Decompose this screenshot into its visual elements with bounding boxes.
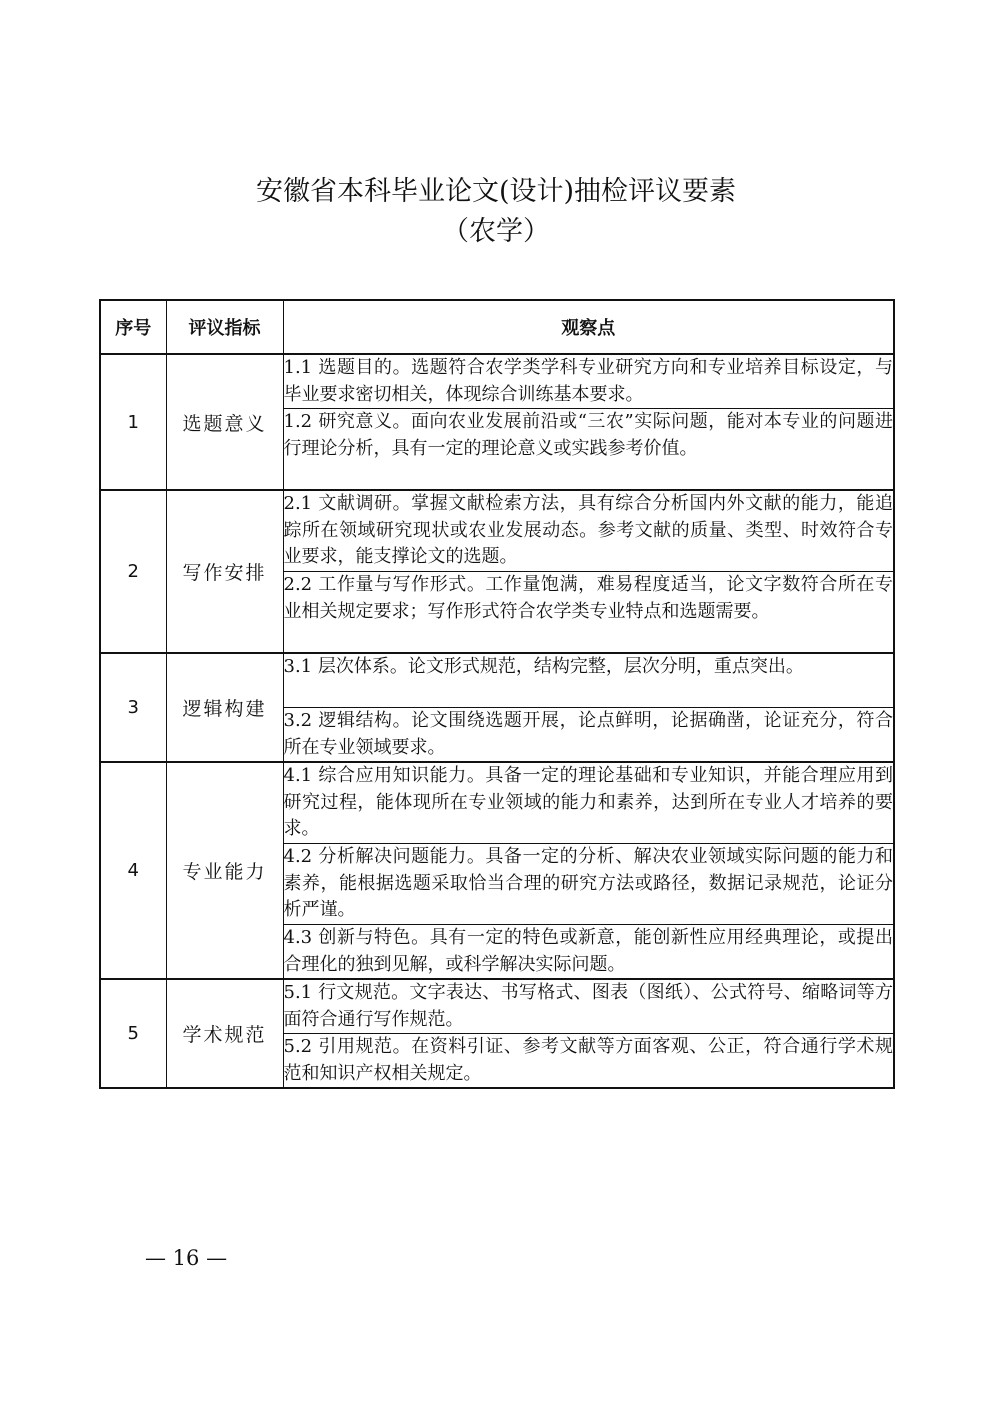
observation-point: 1.1 选题目的。选题符合农学类学科专业研究方向和专业培养目标设定，与毕业要求密切相关，体现综合训练基本要求。 — [283, 354, 894, 409]
observation-point: 4.1 综合应用知识能力。具备一定的理论基础和专业知识，并能合理应用到研究过程，能体现所在专业领域的能力和素养，达到所在专业人才培养的要求。 — [283, 762, 894, 844]
row-criterion: 写作安排 — [166, 490, 283, 653]
header-index: 序号 — [100, 300, 166, 354]
header-criterion: 评议指标 — [166, 300, 283, 354]
table-row — [100, 979, 894, 1034]
row-criterion: 选题意义 — [166, 354, 283, 490]
row-index: 4 — [100, 762, 166, 979]
row-index: 5 — [100, 979, 166, 1088]
observation-point: 3.2 逻辑结构。论文围绕选题开展，论点鲜明，论据确凿，论证充分，符合所在专业领域要求。 — [283, 708, 894, 763]
observation-point: 2.2 工作量与写作形式。工作量饱满，难易程度适当，论文字数符合所在专业相关规定要求；写作形式符合农学类专业特点和选题需要。 — [283, 572, 894, 654]
row-criterion: 专业能力 — [166, 762, 283, 979]
review-criteria-table — [99, 299, 895, 1089]
observation-point: 5.2 引用规范。在资料引证、参考文献等方面客观、公正，符合通行学术规范和知识产权相关规定。 — [283, 1034, 894, 1089]
header-observation-points: 观察点 — [283, 300, 894, 354]
document-title: 安徽省本科毕业论文(设计)抽检评议要素 — [255, 176, 737, 207]
table-row — [100, 354, 894, 409]
row-criterion: 逻辑构建 — [166, 653, 283, 762]
row-index: 3 — [100, 653, 166, 762]
table-row — [100, 653, 894, 708]
row-criterion: 学术规范 — [166, 979, 283, 1088]
row-index: 1 — [100, 354, 166, 490]
table-header-row — [100, 300, 894, 354]
observation-point: 3.1 层次体系。论文形式规范，结构完整，层次分明，重点突出。 — [283, 653, 894, 708]
observation-point: 4.2 分析解决问题能力。具备一定的分析、解决农业领域实际问题的能力和素养，能根据选题采取恰当合理的研究方法或路径，数据记录规范，论证分析严谨。 — [283, 844, 894, 925]
table-row — [100, 762, 894, 844]
observation-point: 1.2 研究意义。面向农业发展前沿或“三农”实际问题，能对本专业的问题进行理论分析，具有一定的理论意义或实践参考价值。 — [283, 409, 894, 491]
page-number: — 16 — — [145, 1246, 228, 1270]
observation-point: 5.1 行文规范。文字表达、书写格式、图表（图纸）、公式符号、缩略词等方面符合通行写作规范。 — [283, 979, 894, 1034]
observation-point: 2.1 文献调研。掌握文献检索方法，具有综合分析国内外文献的能力，能追踪所在领域研究现状或农业发展动态。参考文献的质量、类型、时效符合专业要求，能支撑论文的选题。 — [283, 490, 894, 572]
document-subtitle: （农学） — [442, 216, 550, 247]
observation-point: 4.3 创新与特色。具有一定的特色或新意，能创新性应用经典理论，或提出合理化的独到见解，或科学解决实际问题。 — [283, 925, 894, 980]
table-row — [100, 490, 894, 572]
row-index: 2 — [100, 490, 166, 653]
